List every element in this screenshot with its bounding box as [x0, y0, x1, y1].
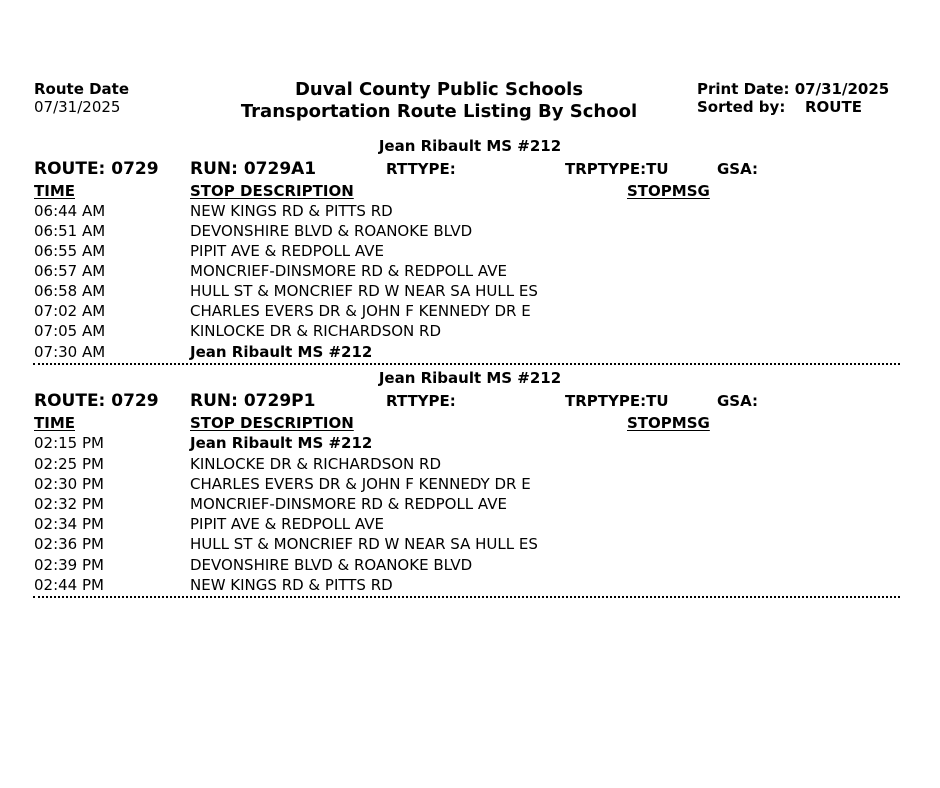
route-number: ROUTE: 0729: [34, 391, 159, 411]
stop-description: PIPIT AVE & REDPOLL AVE: [190, 242, 384, 260]
gsa-label: GSA:: [717, 160, 759, 178]
rttype-label: RTTYPE:: [386, 392, 456, 410]
stop-description: HULL ST & MONCRIEF RD W NEAR SA HULL ES: [190, 535, 538, 553]
section-separator: [33, 363, 900, 365]
stop-description: KINLOCKE DR & RICHARDSON RD: [190, 322, 441, 340]
stop-time: 02:44 PM: [34, 576, 104, 594]
trptype-label: TRPTYPE:TU: [565, 392, 669, 410]
stop-time: 07:05 AM: [34, 322, 106, 340]
stop-description: NEW KINGS RD & PITTS RD: [190, 576, 393, 594]
report-title-line1: Duval County Public Schools: [294, 79, 584, 100]
stop-time: 02:34 PM: [34, 515, 104, 533]
stop-description: PIPIT AVE & REDPOLL AVE: [190, 515, 384, 533]
route-date-label: Route Date: [34, 80, 130, 98]
trptype-label: TRPTYPE:TU: [565, 160, 669, 178]
stop-time: 06:57 AM: [34, 262, 106, 280]
stop-time: 02:32 PM: [34, 495, 104, 513]
school-name: Jean Ribault MS #212: [378, 369, 562, 387]
column-header-stop-description: STOP DESCRIPTION: [190, 182, 354, 200]
route-number: ROUTE: 0729: [34, 159, 159, 179]
stop-time: 06:58 AM: [34, 282, 106, 300]
stop-time: 07:02 AM: [34, 302, 106, 320]
stop-time: 02:25 PM: [34, 455, 104, 473]
stop-description: CHARLES EVERS DR & JOHN F KENNEDY DR E: [190, 475, 531, 493]
stop-time: 07:30 AM: [34, 343, 106, 361]
school-name: Jean Ribault MS #212: [378, 137, 562, 155]
sorted-by-value: ROUTE: [805, 98, 862, 116]
run-number: RUN: 0729A1: [190, 159, 317, 179]
column-header-stopmsg: STOPMSG: [627, 414, 710, 432]
stop-description: NEW KINGS RD & PITTS RD: [190, 202, 393, 220]
column-header-time: TIME: [34, 414, 75, 432]
stop-description: KINLOCKE DR & RICHARDSON RD: [190, 455, 441, 473]
run-number: RUN: 0729P1: [190, 391, 316, 411]
stop-time: 06:51 AM: [34, 222, 106, 240]
stop-description: HULL ST & MONCRIEF RD W NEAR SA HULL ES: [190, 282, 538, 300]
sorted-by-label: Sorted by:: [697, 98, 786, 116]
stop-time: 02:15 PM: [34, 434, 104, 452]
gsa-label: GSA:: [717, 392, 759, 410]
stop-time: 06:44 AM: [34, 202, 106, 220]
stop-description: CHARLES EVERS DR & JOHN F KENNEDY DR E: [190, 302, 531, 320]
stop-description-school: Jean Ribault MS #212: [190, 434, 373, 452]
column-header-stopmsg: STOPMSG: [627, 182, 710, 200]
report-title-line2: Transportation Route Listing By School: [240, 101, 638, 122]
column-header-stop-description: STOP DESCRIPTION: [190, 414, 354, 432]
rttype-label: RTTYPE:: [386, 160, 456, 178]
section-separator: [33, 596, 900, 598]
stop-description: DEVONSHIRE BLVD & ROANOKE BLVD: [190, 222, 473, 240]
print-date: Print Date: 07/31/2025: [697, 80, 890, 98]
stop-description-school: Jean Ribault MS #212: [190, 343, 373, 361]
stop-description: MONCRIEF-DINSMORE RD & REDPOLL AVE: [190, 262, 507, 280]
stop-description: MONCRIEF-DINSMORE RD & REDPOLL AVE: [190, 495, 507, 513]
stop-time: 02:30 PM: [34, 475, 104, 493]
stop-description: DEVONSHIRE BLVD & ROANOKE BLVD: [190, 556, 473, 574]
stop-time: 02:39 PM: [34, 556, 104, 574]
route-date-value: 07/31/2025: [34, 98, 121, 116]
stop-time: 06:55 AM: [34, 242, 106, 260]
column-header-time: TIME: [34, 182, 75, 200]
stop-time: 02:36 PM: [34, 535, 104, 553]
